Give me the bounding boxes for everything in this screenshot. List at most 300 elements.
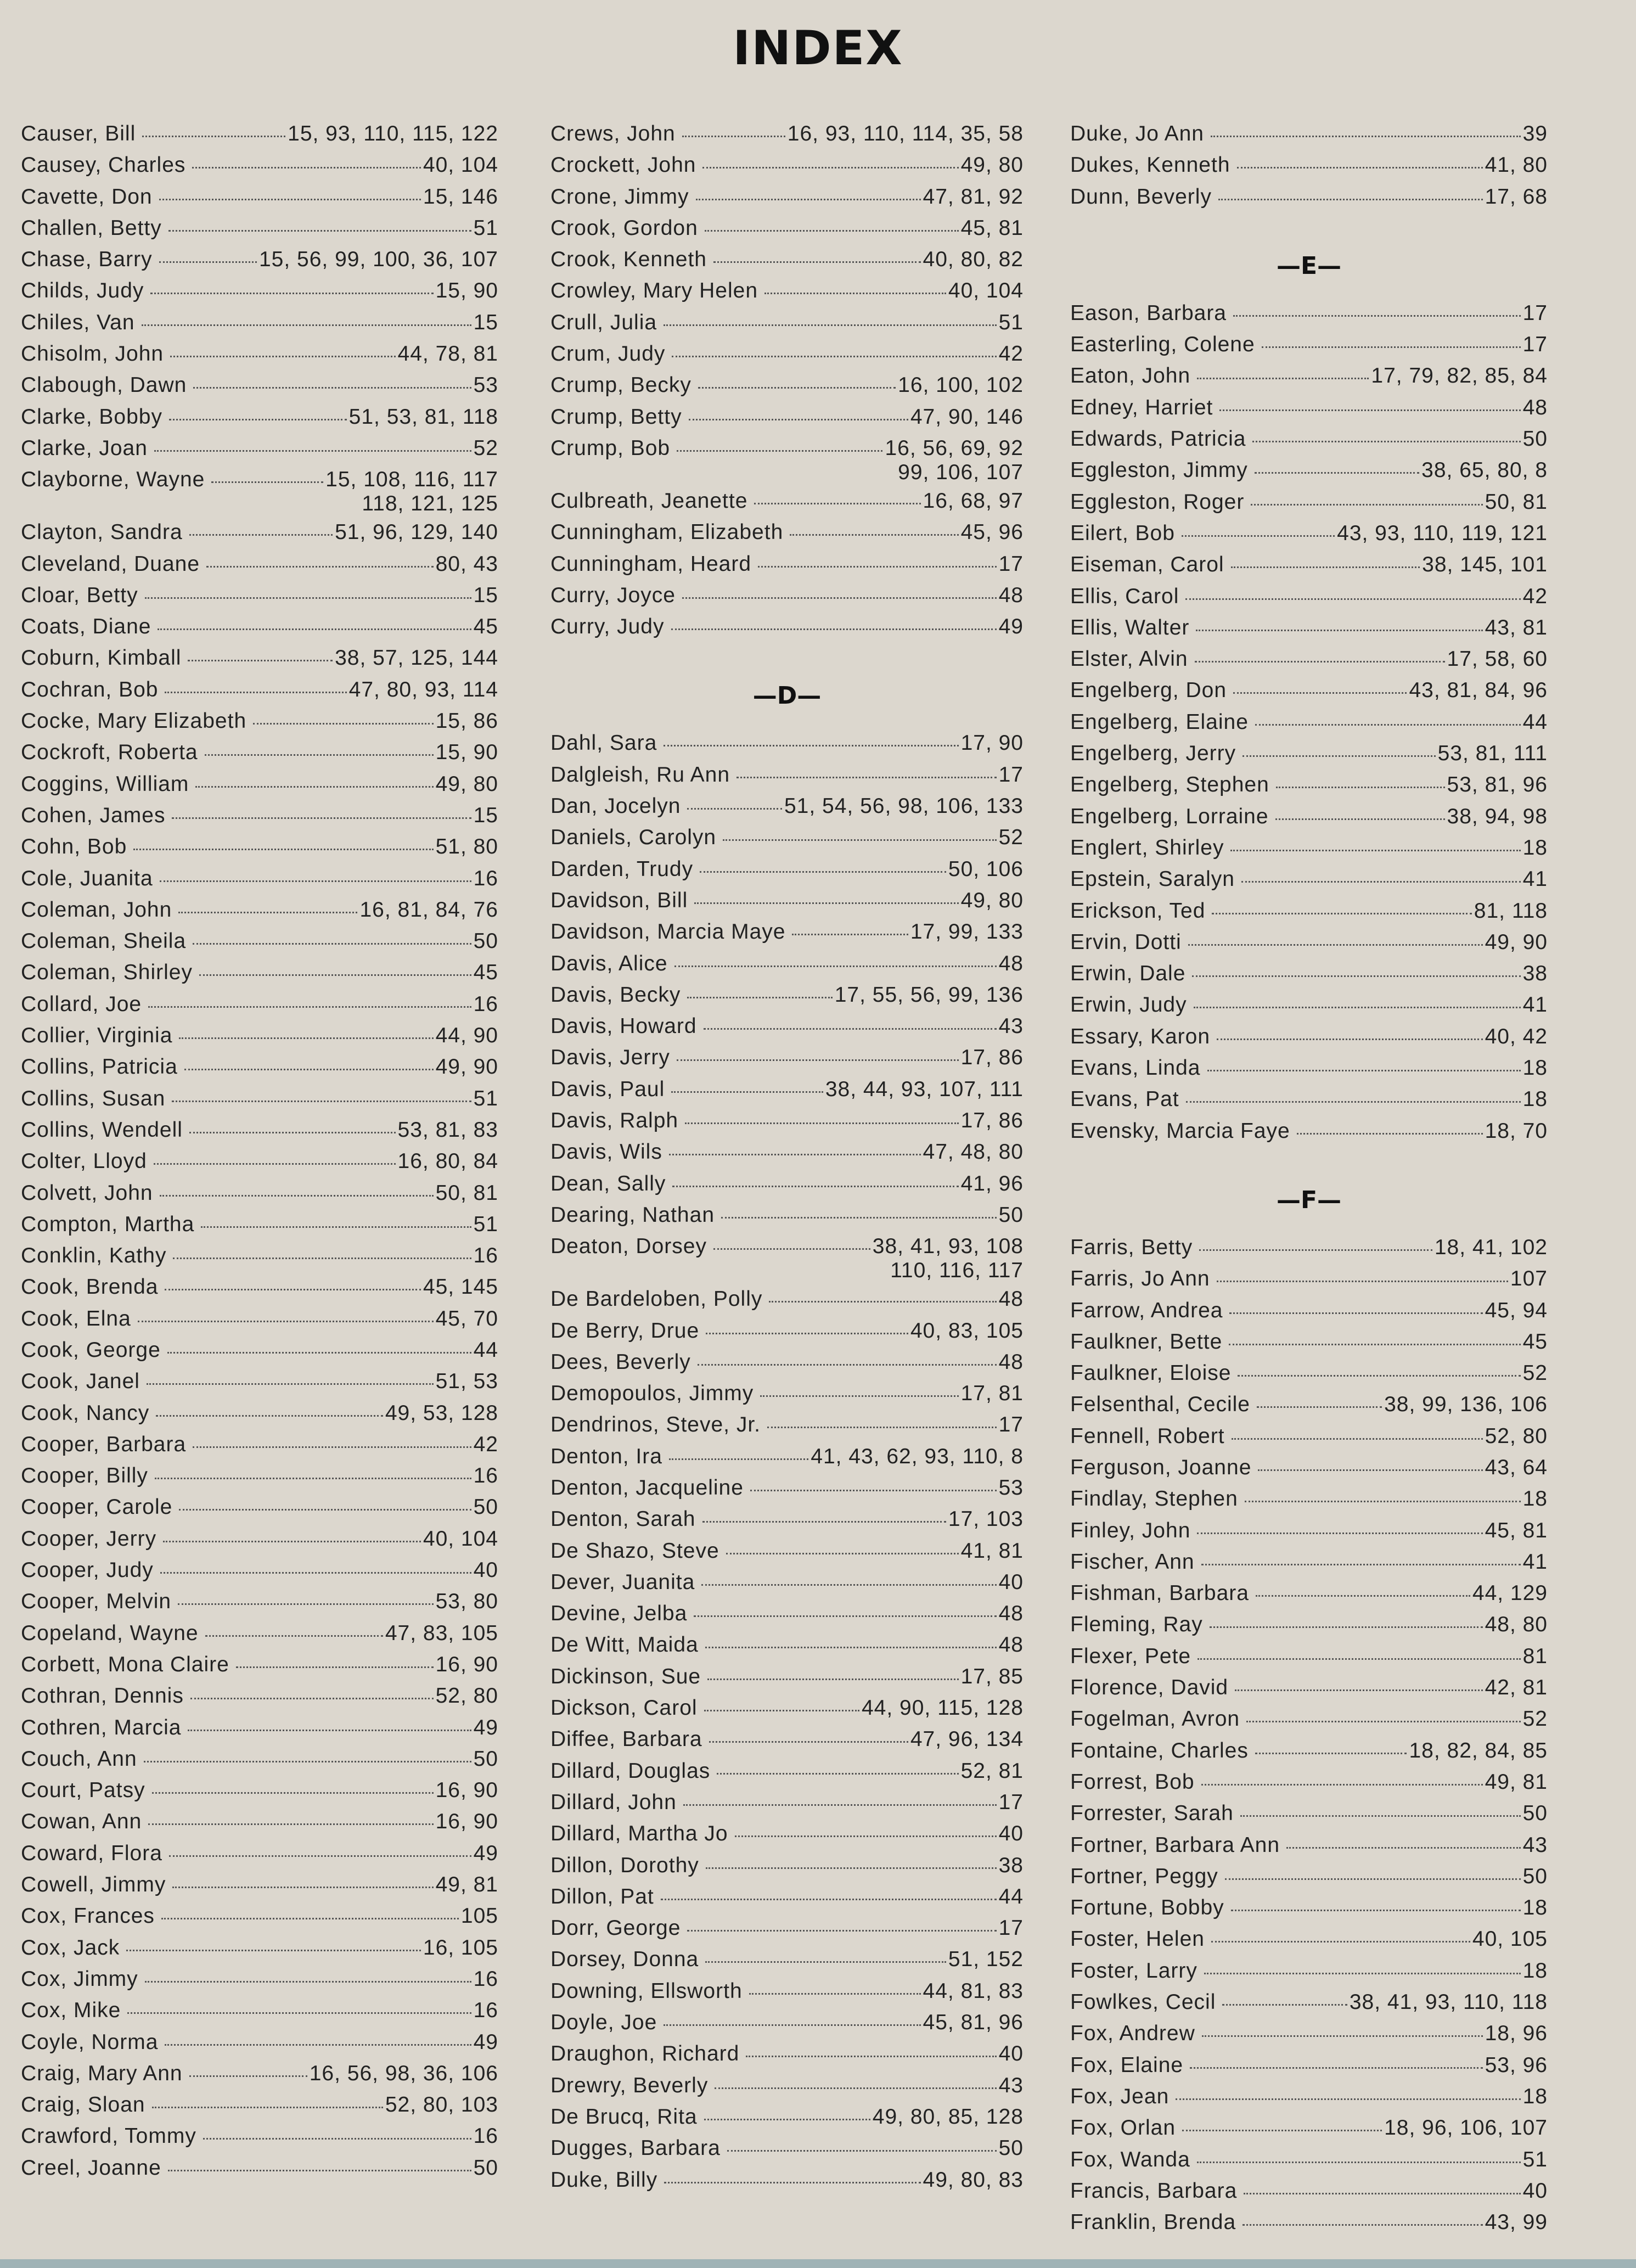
entry-pages: 53, 81, 96 [1447, 773, 1548, 797]
entry-name: De Shazo, Steve [550, 1539, 719, 1563]
index-entry [550, 118, 1024, 149]
index-entry [1070, 2081, 1548, 2112]
entry-name: Denton, Ira [550, 1444, 662, 1468]
leader-dots [155, 1478, 471, 1479]
leader-dots [704, 2119, 870, 2120]
index-entry [21, 1083, 498, 1114]
entry-name: Farris, Betty [1070, 1235, 1193, 1259]
leader-dots [152, 2107, 383, 2108]
entry-pages: 45, 81 [960, 216, 1024, 240]
index-entry [21, 611, 498, 642]
index-entry [1070, 1735, 1548, 1766]
index-entry [550, 338, 1024, 369]
entry-pages: 16, 81, 84, 76 [359, 897, 498, 922]
entry-name: Dorr, George [550, 1916, 681, 1940]
leader-dots [167, 1352, 471, 1354]
entry-name: Cooper, Barbara [21, 1432, 187, 1456]
index-entry [21, 705, 498, 737]
entry-name: Fox, Jean [1070, 2084, 1170, 2108]
leader-dots [758, 566, 997, 568]
leader-dots [1217, 1281, 1508, 1282]
leader-dots [760, 1395, 958, 1397]
entry-pages: 50, 81 [1485, 490, 1548, 514]
index-entry [1070, 1766, 1548, 1798]
index-entry [21, 642, 498, 673]
leader-dots [188, 1730, 471, 1731]
leader-dots [704, 1710, 859, 1711]
index-entry [550, 1850, 1024, 1881]
section-spacer [1070, 1147, 1548, 1169]
entry-name: Eiseman, Carol [1070, 553, 1224, 577]
leader-dots [201, 1226, 471, 1228]
entry-name: Denton, Sarah [550, 1507, 696, 1531]
entry-name: Draughon, Richard [550, 2042, 740, 2066]
entry-pages: 16, 80, 84 [397, 1149, 498, 1174]
index-entry [550, 948, 1024, 979]
entry-name: Davidson, Bill [550, 888, 688, 912]
index-entry [1070, 1263, 1548, 1294]
leader-dots [707, 1678, 958, 1680]
entry-pages: 18 [1522, 1087, 1548, 1111]
index-entry [1070, 738, 1548, 769]
leader-dots [236, 1666, 434, 1668]
index-entry [21, 1114, 498, 1146]
index-entry [1070, 1452, 1548, 1483]
index-entry [21, 580, 498, 611]
leader-dots [1197, 1532, 1482, 1534]
leader-dots [1217, 1038, 1483, 1040]
entry-pages: 49, 80 [960, 888, 1024, 912]
entry-name: Dan, Jocelyn [550, 794, 681, 818]
index-entry [21, 2026, 498, 2058]
index-entry [550, 1105, 1024, 1136]
index-entry [550, 1535, 1024, 1567]
entry-name: Forrester, Sarah [1070, 1801, 1234, 1826]
entry-name: Copeland, Wayne [21, 1621, 199, 1645]
index-entry [550, 212, 1024, 244]
entry-name: Ellis, Walter [1070, 615, 1190, 639]
leader-dots [1225, 1878, 1521, 1880]
entry-name: Franklin, Brenda [1070, 2210, 1236, 2235]
entry-name: Cohn, Bob [21, 835, 127, 859]
entry-name: Davis, Alice [550, 951, 668, 975]
index-entry [1070, 1892, 1548, 1923]
index-entry [1070, 1609, 1548, 1640]
entry-pages: 16 [473, 866, 498, 890]
entry-pages: 16 [473, 1998, 498, 2023]
entry-name: Cunningham, Elizabeth [550, 520, 784, 544]
index-entry [21, 118, 498, 149]
leader-dots [1198, 1658, 1521, 1660]
leader-dots [1229, 1312, 1482, 1314]
leader-dots [671, 1091, 823, 1093]
index-entry [21, 1523, 498, 1554]
entry-pages: 38, 41, 93, 108 110, 116, 117 [872, 1234, 1024, 1283]
index-entry [1070, 1021, 1548, 1052]
index-entry [1070, 1326, 1548, 1357]
index-entry [1070, 958, 1548, 989]
page-title: INDEX [733, 21, 903, 76]
leader-dots [727, 2150, 997, 2152]
entry-pages: 47, 96, 134 [910, 1727, 1024, 1751]
entry-pages: 42 [473, 1432, 498, 1456]
leader-dots [1195, 661, 1445, 663]
leader-dots [142, 324, 471, 326]
entry-pages: 15, 90 [435, 279, 498, 303]
leader-dots [1182, 2130, 1382, 2131]
entry-pages: 44 [1522, 710, 1548, 734]
entry-pages: 18, 96, 106, 107 [1384, 2116, 1548, 2140]
leader-dots [702, 1521, 946, 1523]
leader-dots [199, 974, 471, 976]
leader-dots [1204, 1973, 1521, 1974]
index-entry [550, 885, 1024, 916]
index-entry [550, 727, 1024, 759]
entry-pages: 43, 81, 84, 96 [1409, 678, 1548, 703]
entry-pages: 48 [1522, 395, 1548, 419]
index-entry [21, 863, 498, 894]
index-entry [550, 1199, 1024, 1231]
entry-name: Fox, Andrew [1070, 2022, 1195, 2046]
index-entry [550, 2101, 1024, 2132]
entry-pages: 50, 106 [948, 857, 1024, 881]
entry-name: Dean, Sally [550, 1171, 666, 1195]
entry-name: Ervin, Dotti [1070, 930, 1182, 954]
leader-dots [170, 356, 395, 357]
entry-pages: 47, 83, 105 [385, 1621, 498, 1645]
entry-pages: 81, 118 [1474, 899, 1548, 923]
entry-pages: 52 [1522, 1361, 1548, 1385]
entry-name: Crook, Gordon [550, 216, 698, 240]
index-entry [21, 1618, 498, 1649]
leader-dots [1255, 724, 1521, 726]
entry-name: Davis, Becky [550, 983, 681, 1007]
leader-dots [1258, 1469, 1482, 1471]
leader-dots [126, 1950, 421, 1951]
index-entry [550, 2164, 1024, 2196]
entry-pages: 18 [1522, 2084, 1548, 2108]
index-entry [1070, 181, 1548, 212]
entry-pages: 51, 152 [948, 1947, 1024, 1972]
index-entry [21, 2152, 498, 2183]
entry-pages: 16, 90 [435, 1810, 498, 1834]
leader-dots [1245, 1501, 1521, 1502]
entry-name: Craig, Sloan [21, 2093, 145, 2117]
leader-dots [1211, 1941, 1470, 1943]
entry-pages: 16 [473, 1244, 498, 1268]
leader-dots [694, 1615, 996, 1617]
entry-name: Foster, Larry [1070, 1958, 1198, 1983]
index-entry [550, 548, 1024, 580]
entry-name: Curry, Joyce [550, 583, 676, 607]
index-entry [21, 149, 498, 181]
index-entry [550, 1378, 1024, 1409]
entry-name: Dahl, Sara [550, 731, 657, 755]
entry-pages: 53, 81, 83 [397, 1118, 498, 1142]
leader-dots [1262, 346, 1521, 348]
entry-pages: 81 [1522, 1644, 1548, 1668]
entry-pages: 40, 83, 105 [910, 1318, 1024, 1343]
entry-name: Doyle, Joe [550, 2011, 657, 2035]
index-entry [21, 464, 498, 517]
index-column-1 [21, 118, 498, 2183]
entry-name: Crowley, Mary Helen [550, 279, 758, 303]
entry-pages: 40, 104 [423, 1526, 498, 1551]
entry-name: Eason, Barbara [1070, 301, 1227, 325]
entry-pages: 16 [473, 1967, 498, 1991]
entry-pages: 51, 96, 129, 140 [335, 520, 498, 544]
entry-name: Collard, Joe [21, 992, 142, 1016]
entry-name: Dukes, Kenneth [1070, 153, 1230, 177]
entry-name: Erwin, Dale [1070, 962, 1186, 986]
entry-name: Crump, Betty [550, 405, 682, 429]
entry-name: Farrow, Andrea [1070, 1298, 1223, 1322]
leader-dots [173, 1257, 471, 1259]
entry-pages: 43 [998, 2073, 1024, 2097]
leader-dots [715, 2087, 996, 2089]
entry-name: Cox, Jack [21, 1935, 120, 1960]
index-entry [1070, 118, 1548, 149]
leader-dots [1252, 441, 1520, 442]
index-entry [550, 149, 1024, 181]
entry-pages: 17, 90 [960, 731, 1024, 755]
entry-pages: 41, 81 [960, 1539, 1024, 1563]
entry-pages: 43, 99 [1485, 2210, 1548, 2235]
entry-name: Crum, Judy [550, 342, 666, 366]
entry-name: Elster, Alvin [1070, 647, 1188, 671]
leader-dots [172, 1101, 471, 1102]
entry-name: Compton, Martha [21, 1212, 195, 1236]
entry-pages: 41, 96 [960, 1171, 1024, 1195]
leader-dots [721, 1217, 997, 1219]
leader-dots [696, 199, 921, 200]
entry-name: Clarke, Bobby [21, 405, 162, 429]
leader-dots [764, 293, 946, 294]
entry-name: Fox, Orlan [1070, 2116, 1176, 2140]
entry-name: Colvett, John [21, 1181, 153, 1205]
leader-dots [735, 1835, 997, 1837]
entry-pages: 17, 86 [960, 1046, 1024, 1070]
entry-name: Francis, Barbara [1070, 2179, 1238, 2203]
entry-pages: 16, 56, 69, 92 99, 106, 107 [885, 436, 1024, 484]
leader-dots [723, 839, 996, 841]
entry-pages: 49, 90 [1485, 930, 1548, 954]
entry-name: Collier, Virginia [21, 1024, 173, 1048]
leader-dots [133, 849, 433, 850]
entry-pages: 40 [998, 2042, 1024, 2066]
leader-dots [154, 1163, 396, 1165]
leader-dots [790, 534, 958, 536]
index-entry [550, 1283, 1024, 1315]
index-entry [550, 1168, 1024, 1199]
leader-dots [689, 419, 908, 420]
entry-pages: 44, 78, 81 [397, 342, 498, 366]
index-entry [1070, 706, 1548, 738]
index-entry [21, 369, 498, 401]
entry-pages: 15, 108, 116, 117 118, 121, 125 [325, 468, 498, 516]
leader-dots [145, 597, 471, 599]
leader-dots [1190, 2067, 1482, 2069]
leader-dots [1185, 598, 1520, 600]
index-entry [1070, 1861, 1548, 1892]
leader-dots [661, 1899, 997, 1900]
entry-name: Cook, Nancy [21, 1401, 150, 1425]
index-entry [21, 1460, 498, 1491]
entry-pages: 41, 80 [1485, 153, 1548, 177]
index-entry [550, 1441, 1024, 1472]
index-entry [550, 1136, 1024, 1167]
entry-name: Coleman, Shirley [21, 961, 193, 985]
entry-pages: 45, 81 [1485, 1518, 1548, 1542]
leader-dots [178, 1603, 433, 1605]
entry-pages: 49 [998, 615, 1024, 639]
entry-pages: 50 [473, 1495, 498, 1519]
leader-dots [172, 1887, 433, 1888]
entry-pages: 49, 80, 83 [923, 2168, 1024, 2192]
index-entry [1070, 1986, 1548, 2018]
index-entry [550, 1042, 1024, 1073]
entry-name: Fennell, Robert [1070, 1424, 1225, 1448]
leader-dots [1211, 136, 1521, 137]
leader-dots [1196, 630, 1482, 631]
section-spacer [1070, 212, 1548, 234]
index-entry [550, 1315, 1024, 1346]
leader-dots [672, 1186, 958, 1187]
index-entry [21, 989, 498, 1020]
section-letter-heading: —F— [1276, 1186, 1342, 1214]
leader-dots [1176, 2098, 1520, 2100]
index-entry [550, 1472, 1024, 1503]
entry-name: Crawford, Tommy [21, 2124, 196, 2148]
index-entry [21, 1900, 498, 1932]
leader-dots [713, 1248, 870, 1250]
leader-dots [144, 1761, 471, 1762]
entry-name: Childs, Judy [21, 279, 144, 303]
leader-dots [172, 817, 471, 819]
leader-dots [1275, 818, 1445, 820]
entry-name: Clayborne, Wayne [21, 468, 205, 492]
leader-dots [1243, 2224, 1482, 2226]
leader-dots [152, 1792, 434, 1794]
index-entry [550, 1755, 1024, 1787]
entry-name: Evans, Pat [1070, 1087, 1179, 1111]
entry-name: Deaton, Dorsey [550, 1234, 707, 1259]
entry-pages: 38, 94, 98 [1447, 804, 1548, 828]
entry-pages: 44, 90 [435, 1024, 498, 1048]
entry-pages: 15, 56, 99, 100, 36, 107 [258, 248, 498, 272]
leader-dots [705, 230, 959, 232]
entry-name: Cavette, Don [21, 184, 153, 209]
entry-pages: 42 [998, 342, 1024, 366]
entry-name: Cooper, Judy [21, 1558, 154, 1582]
leader-dots [664, 2182, 920, 2183]
index-entry [21, 1743, 498, 1775]
entry-pages: 51, 80 [435, 835, 498, 859]
entry-name: Cunningham, Heard [550, 552, 752, 576]
entry-pages: 16, 90 [435, 1652, 498, 1676]
entry-pages: 41 [1522, 993, 1548, 1017]
leader-dots [179, 1037, 433, 1039]
entry-name: Cook, Janel [21, 1369, 140, 1394]
entry-pages: 17 [998, 1413, 1024, 1437]
entry-pages: 18, 41, 102 [1434, 1235, 1548, 1259]
entry-name: Erwin, Judy [1070, 993, 1187, 1017]
index-entry [21, 1586, 498, 1617]
leader-dots [1244, 2193, 1520, 2194]
index-entry [21, 181, 498, 212]
index-entry [1070, 360, 1548, 391]
index-entry [550, 433, 1024, 485]
leader-dots [160, 1195, 434, 1197]
entry-name: Davis, Howard [550, 1014, 697, 1038]
leader-dots [792, 934, 908, 935]
index-entry [21, 1366, 498, 1397]
leader-dots [750, 1490, 997, 1491]
leader-dots [1240, 1815, 1521, 1817]
entry-name: Downing, Ellsworth [550, 1979, 743, 2003]
entry-pages: 105 [460, 1904, 498, 1928]
index-entry [1070, 2050, 1548, 2081]
entry-name: Cook, George [21, 1338, 161, 1362]
entry-name: Eggleston, Roger [1070, 490, 1245, 514]
index-entry [550, 401, 1024, 433]
index-entry [550, 1692, 1024, 1724]
leader-dots [1231, 566, 1420, 568]
entry-name: Challen, Betty [21, 216, 162, 240]
entry-name: Dickson, Carol [550, 1696, 698, 1720]
leader-dots [1297, 1133, 1483, 1135]
index-entry [550, 854, 1024, 885]
index-entry [550, 916, 1024, 947]
entry-name: Felsenthal, Cecile [1070, 1393, 1250, 1417]
entry-name: Farris, Jo Ann [1070, 1267, 1210, 1291]
entry-pages: 51 [1522, 2147, 1548, 2171]
entry-pages: 44 [473, 1338, 498, 1362]
index-entry [21, 894, 498, 925]
index-entry [550, 759, 1024, 790]
entry-pages: 40 [998, 1570, 1024, 1594]
leader-dots [1199, 1249, 1432, 1251]
entry-name: Epstein, Saralyn [1070, 867, 1235, 891]
entry-name: Engelberg, Stephen [1070, 773, 1269, 797]
entry-pages: 43, 81 [1485, 615, 1548, 639]
entry-name: Coleman, Sheila [21, 929, 187, 953]
leader-dots [203, 2138, 471, 2140]
index-entry [550, 1503, 1024, 1535]
index-entry [1070, 581, 1548, 612]
index-entry [550, 1975, 1024, 2007]
entry-name: Curry, Judy [550, 615, 665, 639]
leader-dots [179, 1509, 471, 1511]
entry-name: Englert, Shirley [1070, 835, 1224, 860]
index-entry [550, 517, 1024, 548]
leader-dots [148, 1823, 433, 1825]
entry-pages: 17, 68 [1485, 184, 1548, 209]
index-entry [550, 2070, 1024, 2101]
leader-dots [1255, 472, 1419, 474]
leader-dots [165, 692, 346, 693]
index-entry [21, 212, 498, 244]
entry-pages: 50, 81 [435, 1181, 498, 1205]
index-entry [1070, 1483, 1548, 1514]
leader-dots [1230, 850, 1520, 851]
entry-pages: 17, 55, 56, 99, 136 [834, 983, 1024, 1007]
index-entry [1070, 1703, 1548, 1734]
leader-dots [205, 1635, 383, 1637]
leader-dots [767, 1427, 997, 1428]
index-entry [21, 1963, 498, 1995]
leader-dots [669, 1154, 921, 1155]
